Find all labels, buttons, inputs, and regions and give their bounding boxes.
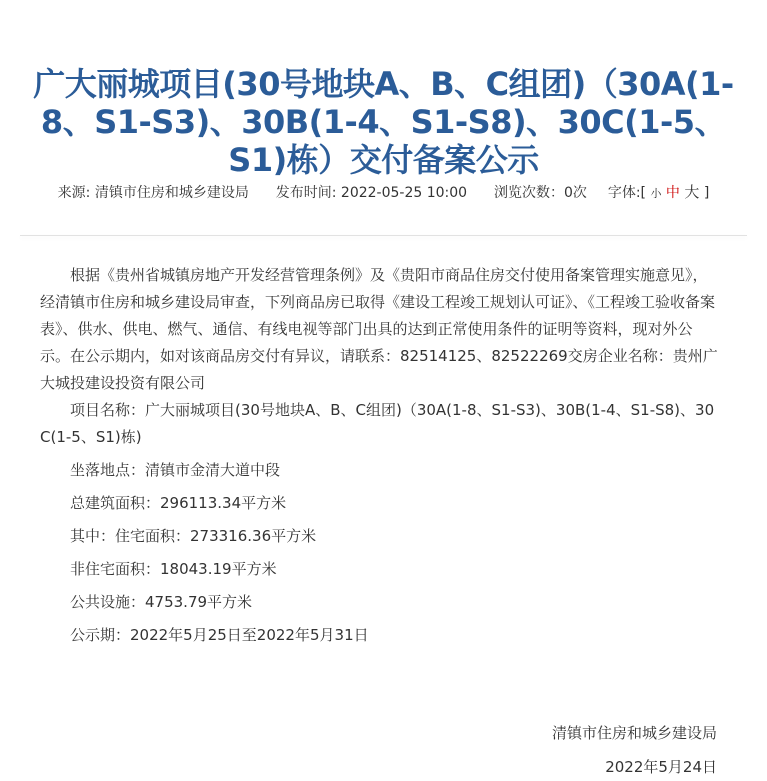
body-paragraph-project-name: 项目名称：广大丽城项目(30号地块A、B、C组团)（30A(1-8、S1-S3)、30B(1-4、S1-S8)、30C(1-5、S1)栋): [40, 401, 715, 446]
source-value: 清镇市住房和城乡建设局: [94, 185, 249, 201]
body-paragraph-total-area: 总建筑面积：296113.34平方米: [70, 494, 287, 512]
font-size-label: 字体:: [607, 185, 641, 201]
article-title: 广大丽城项目(30号地块A、B、C组团)（30A(1-8、S1-S3)、30B(1-4、S1-S8)、30C(1-5、S1)栋）交付备案公示: [33, 65, 734, 180]
source-label: 来源:: [57, 185, 95, 201]
body-paragraph-public-facilities: 公共设施：4753.79平方米: [70, 593, 253, 611]
article-body: [40, 262, 722, 649]
publish-label: 发布时间:: [275, 185, 341, 201]
font-small-button[interactable]: 小: [650, 187, 662, 200]
font-large-button[interactable]: 大: [684, 183, 700, 201]
article-meta: [0, 182, 767, 204]
views-label: 浏览次数：: [494, 185, 564, 201]
body-paragraph-residential-area: 其中：住宅面积：273316.36平方米: [70, 527, 317, 545]
body-paragraph-notice-period: 公示期：2022年5月25日至2022年5月31日: [70, 626, 369, 644]
publish-time: 2022-05-25 10:00: [340, 185, 468, 201]
body-paragraph-intro: 根据《贵州省城镇房地产开发经营管理条例》及《贵阳市商品住房交付使用备案管理实施意见》，经清镇市住房和城乡建设局审查，下列商品房已取得《建设工程竣工规划认可证》、《工程竣工验收备案表》、供水、供电、燃气、通信、有线电视等部门出具的达到正常使用条件的证明等资料，现对外公示。在公示期内，如对该商品房交付有异议，请联系：82514125、82522269交房企业名称：贵州广大城投建设投资有限公司: [40, 266, 718, 392]
font-bracket-close: ]: [699, 185, 710, 201]
header-divider: [20, 235, 747, 236]
views-count: 0次: [564, 185, 587, 201]
body-paragraph-non-residential-area: 非住宅面积：18043.19平方米: [70, 560, 277, 578]
font-medium-button[interactable]: 中: [665, 185, 680, 201]
body-paragraph-location: 坐落地点：清镇市金清大道中段: [70, 461, 281, 479]
signature-org: 清镇市住房和城乡建设局: [551, 724, 717, 742]
signature-date: 2022年5月24日: [605, 758, 717, 776]
font-bracket-open: [: [640, 185, 647, 201]
